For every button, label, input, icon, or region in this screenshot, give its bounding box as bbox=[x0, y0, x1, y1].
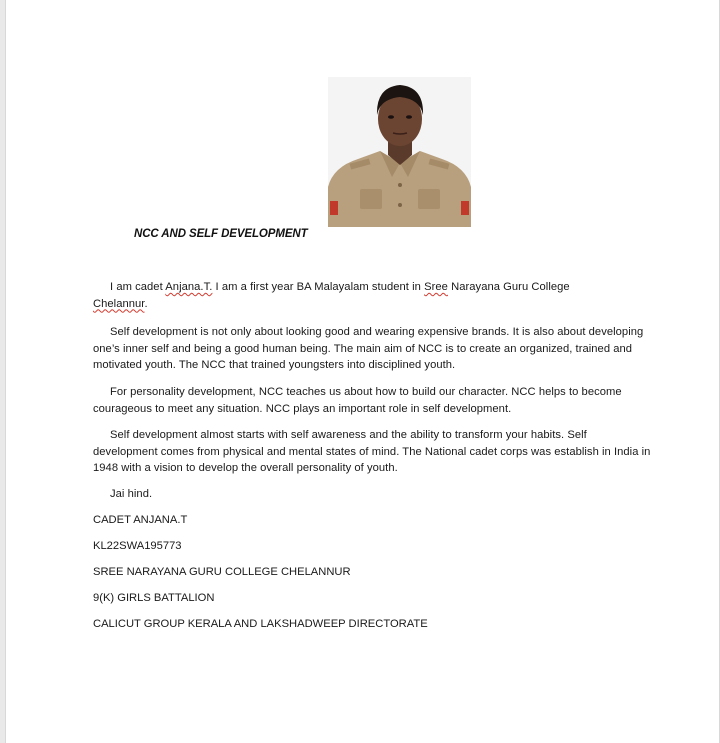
cadet-portrait-image bbox=[328, 77, 471, 227]
cadet-photo bbox=[328, 77, 471, 227]
intro-text-2: I am a first year BA Malayalam student in bbox=[212, 281, 425, 293]
misspelled-sree: Sree bbox=[424, 281, 448, 293]
closing-text: Jai hind. bbox=[110, 488, 153, 500]
paragraph-4-text: Self development almost starts with self awareness and the ability to transform your habits. Self development comes from physical and mental states of mind. The National cadet corps was establish in India in 1948 with a vision to develop the overall personality of youth. bbox=[93, 429, 651, 474]
intro-text-end: . bbox=[144, 297, 148, 310]
paragraph-2-text: Self development is not only about looking good and wearing expensive brands. It is also about developing one’s inner self and being a good human being. The main aim of NCC is to create an organized, trained and motivated youth. The NCC that trained youngsters into disciplined youth. bbox=[93, 326, 644, 371]
signature-name: CADET ANJANA.T bbox=[93, 514, 188, 526]
document-title: NCC AND SELF DEVELOPMENT bbox=[134, 228, 308, 240]
intro-paragraph bbox=[93, 279, 653, 312]
misspelled-chelannur: Chelannur bbox=[93, 297, 145, 310]
document-page bbox=[5, 0, 720, 743]
intro-text-3: Narayana Guru College bbox=[447, 281, 570, 293]
signature-college: SREE NARAYANA GURU COLLEGE CHELANNUR bbox=[93, 566, 351, 578]
paragraph-self-awareness bbox=[93, 427, 653, 477]
intro-text-1: I am cadet bbox=[110, 281, 166, 293]
misspelled-name: Anjana.T. bbox=[165, 281, 213, 293]
signature-regimental-number: KL22SWA195773 bbox=[93, 540, 182, 552]
closing-line bbox=[93, 486, 653, 503]
signature-battalion: 9(K) GIRLS BATTALION bbox=[93, 592, 215, 604]
paragraph-3-text: For personality development, NCC teaches us about how to build our character. NCC helps to become courageous to meet any situation. NCC plays an important role in self development. bbox=[93, 386, 622, 415]
paragraph-personality bbox=[93, 384, 653, 417]
paragraph-self-development bbox=[93, 324, 653, 374]
signature-group: CALICUT GROUP KERALA AND LAKSHADWEEP DIRECTORATE bbox=[93, 618, 428, 630]
